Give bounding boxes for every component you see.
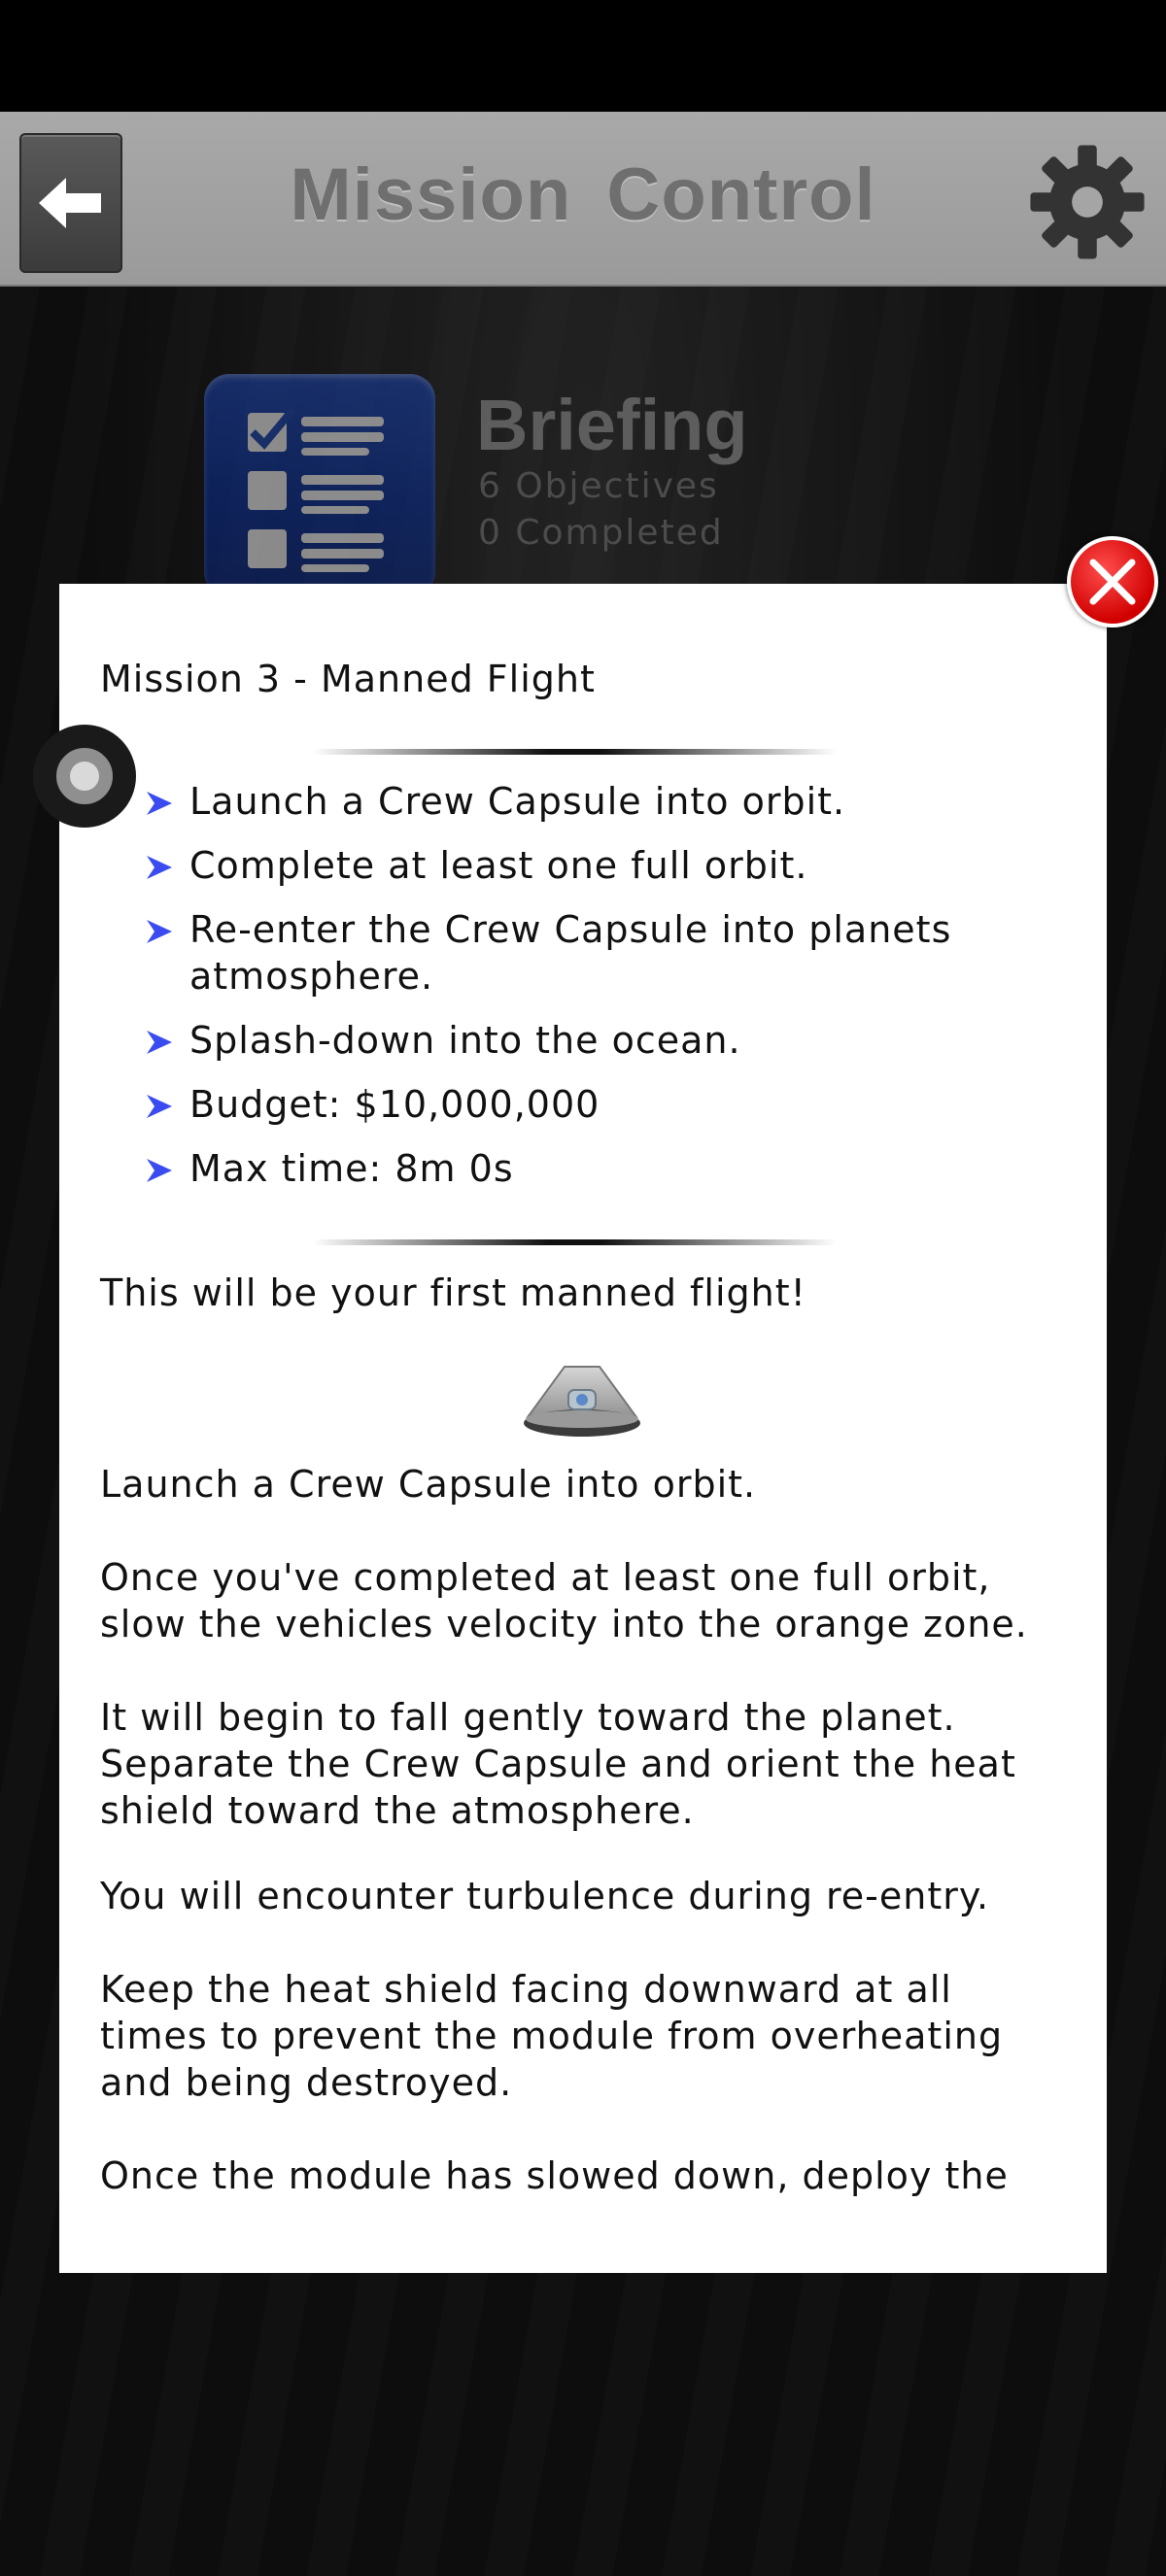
instruction-paragraph: It will begin to fall gently toward the planet. Separate the Crew Capsule and orient the heat shield toward the atmosphere. — [100, 1696, 1016, 1832]
objective-text: Max time: 8m 0s — [189, 1147, 514, 1190]
instruction-paragraph: Once the module has slowed down, deploy the — [100, 2154, 1009, 2197]
completed-count: 0 Completed — [478, 513, 724, 553]
gear-icon[interactable] — [1028, 143, 1147, 261]
instruction-paragraph: You will encounter turbulence during re-entry. — [100, 1875, 990, 1917]
divider — [312, 1239, 837, 1245]
briefing-title: Briefing — [476, 385, 748, 465]
instruction-paragraph: Keep the heat shield facing downward at all times to prevent the module from overheating and being destroyed. — [100, 1968, 1004, 2104]
arrow-bullet-icon — [145, 918, 174, 945]
objective-text: Complete at least one full orbit. — [189, 844, 808, 887]
arrow-bullet-icon — [145, 790, 174, 817]
objective-item — [145, 1017, 1019, 1064]
objectives-count: 6 Objectives — [478, 466, 719, 506]
mission-briefing-dialog[interactable] — [59, 584, 1107, 2273]
loading-indicator-icon — [33, 725, 136, 828]
instruction-paragraph: Launch a Crew Capsule into orbit. — [100, 1463, 757, 1506]
scroll-fade — [59, 2212, 1107, 2273]
objective-text: Launch a Crew Capsule into orbit. — [189, 780, 846, 823]
objective-item — [145, 1145, 1019, 1192]
status-bar — [0, 0, 1166, 112]
arrow-bullet-icon — [145, 1157, 174, 1184]
arrow-bullet-icon — [145, 1029, 174, 1056]
objective-item — [145, 842, 1019, 889]
close-icon — [1089, 559, 1136, 605]
arrow-bullet-icon — [145, 1093, 174, 1120]
objective-text: Budget: $10,000,000 — [189, 1083, 600, 1126]
instruction-paragraph: Once you've completed at least one full orbit, slow the vehicles velocity into the orange zone. — [100, 1556, 1028, 1645]
intro-text: This will be your first manned flight! — [100, 1271, 806, 1314]
crew-capsule-icon — [522, 1361, 642, 1441]
objective-text: Re-enter the Crew Capsule into planets atmosphere. — [189, 908, 952, 998]
objective-item — [145, 778, 1019, 825]
top-bar — [0, 112, 1166, 287]
objective-text: Splash-down into the ocean. — [189, 1019, 741, 1062]
objective-item — [145, 1081, 1019, 1128]
page-title: Mission Control — [290, 153, 876, 236]
objectives-list — [145, 778, 1019, 1209]
checklist-icon — [204, 374, 435, 597]
divider — [312, 749, 837, 755]
close-button[interactable] — [1067, 536, 1158, 627]
arrow-bullet-icon — [145, 854, 174, 881]
objective-item — [145, 906, 1019, 1000]
mission-title: Mission 3 - Manned Flight — [100, 658, 596, 700]
